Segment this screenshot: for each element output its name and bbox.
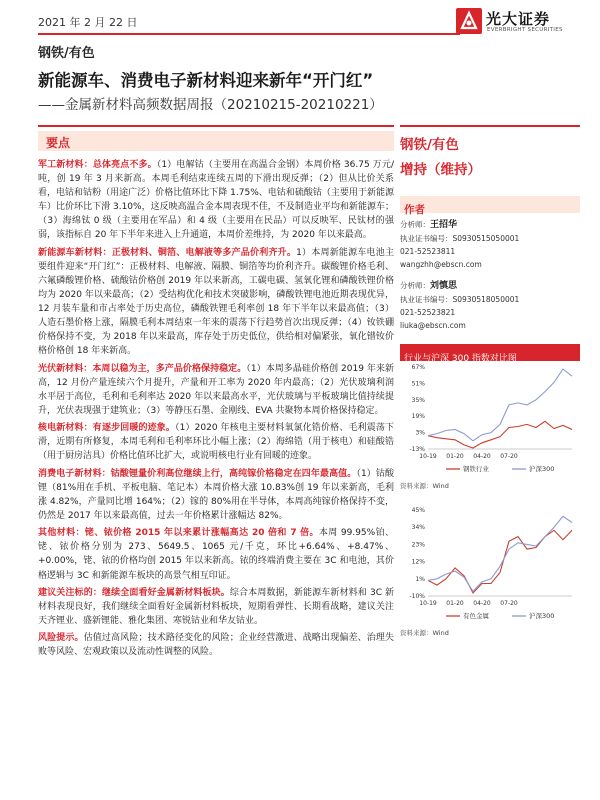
kp-photovoltaic: 光伏新材料：本周以稳为主，多产品价格保持稳定。（1）本周多晶硅价格创 2019 年来新高，12 月份产量连续六个月提升，产量和开工率为 2020 年内最高；（2）光伏玻璃利润水平居于高位，毛利和毛利率达 2020 年以来最高水平，光伏玻璃与平板玻璃比值持续提升，光伏表现强于建筑业；（3）等静压石墨、金刚线、EVA 共聚物本周价格保持稳定。 [38, 363, 394, 416]
chart-header: 行业与沪深 300 指数对比图 [400, 344, 580, 361]
report-category: 钢铁/有色 [38, 46, 95, 61]
y-tick-label: -13% [409, 446, 425, 453]
kp-recommendation: 建议关注标的：继续全面看好金属新材料板块。综合本周数据，新能源车新材料和 3C 新材料表现良好，我们继续全面看好金属新材料板块，短期看弹性、长期看战略，建议关注天齐锂业、盛新锂能、雅化集团、寒锐钴业和华友钴业。 [38, 587, 394, 627]
authors-header: 作者 [400, 196, 580, 213]
y-tick-label: 67% [411, 364, 425, 371]
x-tick-label: 01-20 [446, 600, 464, 607]
x-tick-label: 10-19 [419, 600, 437, 607]
analyst-name: 刘慎思 [430, 281, 458, 291]
y-tick-label: 3% [415, 429, 425, 437]
y-tick-label: 1% [415, 575, 425, 583]
keypoints-body [38, 158, 394, 663]
x-tick-label: 01-20 [446, 453, 464, 460]
kp-nuclear: 核电新材料：有逐步回暖的迹象。（1）2020 年核电主要材料氧氯化锆价格、毛利震荡下滑，近期有所修复，本周毛利和毛利率环比小幅上涨；（2）海绵锆（用于核电）和硅酸锆（用于厨房洁具）价格比值环比扩大，或说明核电行业有回暖的迹象。 [38, 423, 394, 462]
header-rule [38, 33, 460, 35]
keypoints-header [38, 131, 394, 151]
logo-subtext: EVERBRIGHT SECURITIES [487, 27, 563, 33]
analyst-cert: 执业证书编号：S0930515050001 [400, 234, 520, 243]
y-tick-label: -10% [409, 593, 425, 600]
x-tick-label: 04-20 [473, 453, 491, 460]
legend-label: 沪深300 [529, 612, 555, 620]
series-line-1 [428, 530, 572, 593]
sidebar [400, 125, 580, 637]
chart-steel [400, 361, 580, 479]
x-tick-label: 07-20 [500, 453, 518, 460]
rating: 增持（维持） [400, 162, 481, 178]
series-line-2 [428, 369, 572, 441]
everbright-logo [456, 8, 576, 38]
analyst-2: 分析师：刘慎思 执业证书编号：S0930518050001 021-52523821 liuka@ebscn.com [400, 279, 580, 332]
chart-source-1: 资料来源：Wind [400, 482, 449, 490]
y-tick-label: 19% [411, 413, 425, 421]
kp-consumer-electronics: 消费电子新材料：钴酸锂量价利高位继续上行，高纯镓价格稳定在四年最高值。（1）钴酸锂（81%用在手机、平板电脑、笔记本）本周价格大涨 10.83%创 19 年以来新高，毛利涨 4.82%，产量同比增 164%；（2）镓的 80%用在半导体，本周高纯镓价格保持不变，仍然是 2017 年以来最高值，过去一年价格累计涨幅达 82%。 [38, 468, 394, 521]
logo-mark-icon [456, 8, 482, 34]
main-rule [38, 125, 394, 127]
report-subtitle: ——金属新材料高频数据周报（20210215-20210221） [38, 97, 383, 113]
analyst-phone: 021-52523811 [400, 247, 456, 256]
y-tick-label: 45% [411, 507, 425, 514]
keypoints-title: 要点 [46, 136, 71, 150]
kp-military: 军工新材料：总体亮点不多。（1）电解钴（主要用在高温合金钢）本周价格 36.75 万元/吨，创 19 年 3 月来新高。本周毛利结束连续五周的下滑出现反弹；（2）但从比价关系看，电钴和钴粉（用途广泛）价格比值环比下降 1.75%、电钴和硫酸钴（主要用于新能源车）比价环比下滑 3.10%，这反映高温合金本周表现不佳，不及制造业平均和新能源车；（3）海绵钛 0 级（主要用在军品）和 4 级（主要用在民品）可以反映军、民钛材的强弱，该指标自 20 年下半年来进入上升通道，本周价差维持，为 2020 年以来最高。 [38, 160, 394, 241]
analyst-email[interactable]: wangzhh@ebscn.com [400, 260, 482, 269]
logo-text: 光大证券 [486, 10, 551, 28]
sidebar-rule [400, 125, 580, 127]
report-title: 新能源车、消费电子新材料迎来新年“开门红” [38, 71, 374, 90]
x-tick-label: 07-20 [500, 600, 518, 607]
analyst-email[interactable]: liuka@ebscn.com [400, 321, 466, 330]
x-tick-label: 10-19 [419, 453, 437, 460]
chart-source-2: 资料来源：Wind [400, 629, 449, 637]
sidebar-industry: 钢铁/有色 [400, 137, 459, 153]
legend-label: 钢铁行业 [463, 465, 489, 473]
analyst-name: 王招华 [430, 220, 458, 230]
analyst-cert: 执业证书编号：S0930518050001 [400, 295, 520, 304]
chart-nonferrous [400, 504, 580, 626]
y-tick-label: 51% [411, 380, 425, 388]
chart-steel-svg [400, 361, 580, 479]
series-line-2 [428, 516, 572, 591]
y-tick-label: 23% [411, 541, 425, 549]
chart-nonferrous-svg [400, 504, 580, 626]
y-tick-label: 12% [411, 558, 425, 566]
series-line-1 [428, 421, 572, 448]
x-tick-label: 04-20 [473, 600, 491, 607]
report-date: 2021 年 2 月 22 日 [38, 16, 138, 29]
kp-other-materials: 其他材料：铑、铱价格 2015 年以来累计涨幅高达 20 倍和 7 倍。本周 99.95%铂、铑、铱价格分别为 273、5649.5、1065 元/千克，环比+6.64%、+8.47%、+0.00%，铑、铱的价格均创 2015 年以来新高。铱的终端消费主要在 3C 和电池，其价格逻辑与 3C 和新能源车板块的高景气相互印证。 [38, 528, 394, 581]
y-tick-label: 35% [411, 396, 425, 404]
legend-label: 沪深300 [529, 465, 555, 473]
kp-new-energy-vehicle: 新能源车新材料：正极材料、铜箔、电解液等多产品价利齐升。1）本周新能源车电池主要组件迎来“开门红”：正极材料、电解液、隔膜、铜箔等均价利齐升。碳酸锂价格毛利、六氟磷酸锂价格、硫酸钴价格创 2019 年以来新高，工碳电碳、氢氧化锂和磷酸铁锂价格均为 2020 年以来最高；（2）受结构优化和技术突破影响，磷酸铁锂电池近期表现优异，12 月装车量和市占率处于历史高位，磷酸铁锂毛利率创 18 年下半年以来最高值；（3）人造石墨价格上涨，隔膜毛利本周结束一年来的震荡下行趋势首次出现反弹；（4）钕铁硼价格保持不变，为 2018 年以来最高，库存处于历史低位，供给相对偏紧张，氧化镨钕价格价格创 18 年来新高。 [38, 247, 394, 357]
y-tick-label: 34% [411, 524, 425, 532]
legend-label: 有色金属 [463, 612, 489, 620]
kp-risk: 风险提示。估值过高风险；技术路径变化的风险；企业经营激进、战略出现偏差、治理失败等风险、宏观政策以及流动性调整的风险。 [38, 633, 394, 658]
analyst-1: 分析师：王招华 执业证书编号：S0930515050001 021-52523811 wangzhh@ebscn.com [400, 218, 580, 271]
analyst-phone: 021-52523821 [400, 308, 456, 317]
